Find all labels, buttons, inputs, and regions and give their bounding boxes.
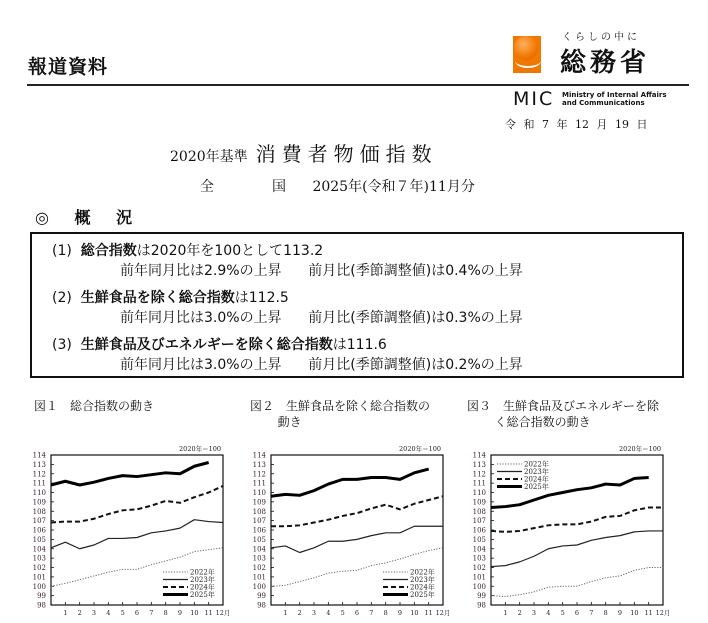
y-tick-label: 113	[32, 460, 46, 469]
x-tick-label: 11	[204, 609, 213, 617]
series-line-2024年	[271, 496, 443, 526]
x-tick-label: 10	[630, 609, 639, 617]
y-tick-label: 100	[252, 582, 266, 591]
y-tick-label: 107	[472, 517, 486, 526]
y-tick-label: 100	[472, 582, 486, 591]
x-tick-label: 5	[120, 609, 125, 617]
series-line-2025年	[51, 463, 209, 486]
x-tick-label: 8	[603, 609, 608, 617]
series-line-2025年	[491, 478, 649, 508]
mic-full-name-line1: Ministry of Internal Affairs	[562, 91, 667, 99]
y-tick-label: 114	[32, 451, 46, 460]
overview-item-2-changes	[120, 307, 523, 327]
y-tick-label: 107	[252, 517, 266, 526]
y-tick-label: 104	[32, 545, 46, 554]
x-tick-label: 5	[560, 609, 565, 617]
y-tick-label: 106	[252, 526, 266, 535]
y-tick-label: 110	[472, 489, 486, 497]
base-note: 2020年＝100	[179, 445, 221, 453]
series-line-2023年	[51, 520, 223, 549]
x-tick-label: 6	[574, 609, 580, 617]
x-tick-label: 6	[354, 609, 360, 617]
y-tick-label: 110	[252, 489, 266, 497]
mic-logo-text: MIC	[513, 88, 555, 110]
yoy-change: 前年同月比は2.9%の上昇	[120, 263, 282, 279]
y-tick-label: 112	[32, 470, 46, 479]
x-tick-label: 11	[424, 609, 433, 617]
legend-label: 2022年	[190, 568, 215, 577]
press-release-label: 報道資料	[28, 56, 109, 78]
x-tick-label: 9	[177, 609, 183, 617]
figure-number: 図１	[34, 399, 59, 413]
item-label: 総合指数	[80, 243, 137, 259]
figure-caption: 生鮮食品を除く総合指数の動き	[277, 399, 431, 429]
x-tick-label: 6	[134, 609, 140, 617]
y-tick-label: 105	[32, 535, 46, 544]
series-line-2025年	[271, 469, 429, 496]
mom-change: 前月比(季節調整値)は0.2%の上昇	[308, 357, 523, 373]
y-tick-label: 109	[32, 498, 46, 507]
figure-3-title	[467, 398, 667, 430]
y-tick-label: 98	[477, 601, 486, 610]
y-tick-label: 101	[252, 573, 266, 582]
series-line-2024年	[51, 486, 223, 523]
mic-full-name-line2: and Communications	[562, 99, 645, 107]
overview-item-3-changes	[120, 354, 523, 374]
legend-label: 2025年	[190, 591, 215, 599]
y-tick-label: 99	[37, 592, 46, 601]
series-line-2023年	[491, 531, 663, 567]
subtitle-period: 2025年(令和７年)11月分	[312, 179, 475, 195]
x-tick-label: 3	[311, 609, 317, 617]
y-tick-label: 98	[257, 601, 266, 610]
x-tick-label: 1	[63, 609, 68, 617]
legend-label: 2023年	[190, 576, 215, 584]
y-tick-label: 99	[477, 592, 486, 601]
y-tick-label: 103	[32, 554, 46, 563]
ministry-logo-icon	[513, 36, 541, 73]
x-tick-label: 10	[190, 609, 199, 617]
x-tick-label: 1	[283, 609, 288, 617]
y-tick-label: 108	[252, 507, 266, 516]
x-tick-label: 4	[546, 609, 551, 617]
series-line-2022年	[491, 568, 663, 597]
y-tick-label: 98	[37, 601, 46, 610]
figure-caption: 生鮮食品及びエネルギーを除く総合指数の動き	[494, 399, 660, 429]
item-value: は112.5	[234, 290, 289, 306]
figure-1-title	[34, 398, 214, 414]
y-tick-label: 102	[472, 564, 486, 572]
legend-label: 2025年	[410, 591, 435, 599]
x-tick-label: 8	[383, 609, 388, 617]
chart-1	[20, 440, 235, 623]
y-tick-label: 106	[472, 526, 486, 535]
y-tick-label: 114	[252, 451, 266, 460]
x-tick-label: 9	[397, 609, 403, 617]
item-number: (3)	[52, 337, 72, 353]
mom-change: 前月比(季節調整値)は0.3%の上昇	[308, 310, 523, 326]
series-line-2023年	[271, 526, 443, 552]
overview-box	[30, 232, 684, 378]
y-tick-label: 114	[472, 451, 486, 460]
y-tick-label: 105	[472, 535, 486, 544]
y-tick-label: 111	[472, 479, 486, 488]
y-tick-label: 107	[32, 517, 46, 526]
y-tick-label: 103	[252, 554, 266, 563]
y-tick-label: 109	[472, 498, 486, 507]
x-tick-label: 2	[517, 609, 522, 617]
item-value: は111.6	[332, 337, 387, 353]
y-tick-label: 111	[252, 479, 266, 488]
x-tick-label: 7	[149, 609, 154, 617]
y-tick-label: 102	[32, 564, 46, 572]
legend-label: 2024年	[190, 583, 215, 592]
legend-label: 2023年	[524, 468, 549, 476]
yoy-change: 前年同月比は3.0%の上昇	[120, 357, 282, 373]
x-tick-label: 3	[91, 609, 97, 617]
y-tick-label: 108	[32, 507, 46, 516]
x-tick-label: 1	[503, 609, 508, 617]
release-date: 令 和 7 年 12 月 19 日	[505, 118, 648, 131]
y-tick-label: 103	[472, 554, 486, 563]
chart-2	[240, 440, 455, 623]
subtitle-area: 全 国	[200, 179, 308, 195]
item-number: (1)	[52, 243, 72, 259]
item-label: 生鮮食品及びエネルギーを除く総合指数	[80, 337, 333, 353]
x-tick-label: 12月	[215, 609, 231, 617]
ministry-name: 総務省	[560, 48, 651, 78]
y-tick-label: 109	[252, 498, 266, 507]
x-tick-label: 7	[369, 609, 374, 617]
legend-label: 2023年	[410, 576, 435, 584]
title-main: 消費者物価指数	[255, 142, 438, 166]
figure-number: 図２	[250, 399, 275, 413]
x-tick-label: 3	[531, 609, 537, 617]
y-tick-label: 102	[252, 564, 266, 572]
x-tick-label: 4	[326, 609, 331, 617]
y-tick-label: 101	[472, 573, 486, 582]
y-tick-label: 110	[32, 489, 46, 497]
legend-label: 2022年	[410, 568, 435, 577]
x-tick-label: 2	[77, 609, 82, 617]
logo-tagline: くらしの中に	[562, 32, 640, 43]
overview-heading: ◎ 概 況	[35, 208, 143, 227]
base-note: 2020年＝100	[399, 445, 441, 453]
x-tick-label: 12月	[435, 609, 451, 617]
series-line-2024年	[491, 508, 663, 532]
mic-full-name	[562, 91, 667, 107]
y-tick-label: 113	[472, 460, 486, 469]
legend-label: 2022年	[524, 460, 549, 469]
mom-change: 前月比(季節調整値)は0.4%の上昇	[308, 263, 523, 279]
y-tick-label: 99	[257, 592, 266, 601]
figure-number: 図３	[467, 399, 492, 413]
item-number: (2)	[52, 290, 72, 306]
base-note: 2020年＝100	[619, 445, 661, 453]
header-divider	[27, 84, 689, 86]
y-tick-label: 111	[32, 479, 46, 488]
overview-item-1	[52, 240, 323, 260]
x-tick-label: 9	[617, 609, 623, 617]
x-tick-label: 12月	[655, 609, 671, 617]
page-title	[170, 138, 438, 167]
item-label: 生鮮食品を除く総合指数	[80, 290, 235, 306]
y-tick-label: 112	[472, 470, 486, 479]
x-tick-label: 4	[106, 609, 111, 617]
x-tick-label: 11	[644, 609, 653, 617]
x-tick-label: 5	[340, 609, 345, 617]
y-tick-label: 104	[252, 545, 266, 554]
legend-label: 2024年	[524, 475, 549, 484]
item-value: は2020年を100として113.2	[136, 243, 324, 259]
figure-caption: 総合指数の動き	[70, 399, 155, 413]
y-tick-label: 108	[472, 507, 486, 516]
x-tick-label: 10	[410, 609, 419, 617]
y-tick-label: 113	[252, 460, 266, 469]
y-tick-label: 101	[32, 573, 46, 582]
x-tick-label: 8	[163, 609, 168, 617]
legend-label: 2024年	[410, 583, 435, 592]
legend-label: 2025年	[524, 483, 549, 491]
y-tick-label: 100	[32, 582, 46, 591]
overview-item-2	[52, 287, 289, 307]
x-tick-label: 2	[297, 609, 302, 617]
chart-3	[460, 440, 675, 623]
y-tick-label: 105	[252, 535, 266, 544]
y-tick-label: 104	[472, 545, 486, 554]
y-tick-label: 106	[32, 526, 46, 535]
yoy-change: 前年同月比は3.0%の上昇	[120, 310, 282, 326]
x-tick-label: 7	[589, 609, 594, 617]
page-subtitle	[200, 176, 475, 196]
y-tick-label: 112	[252, 470, 266, 479]
figure-2-title	[250, 398, 440, 430]
title-base: 2020年基準	[170, 149, 248, 165]
overview-item-1-changes	[120, 260, 523, 280]
overview-item-3	[52, 334, 387, 354]
